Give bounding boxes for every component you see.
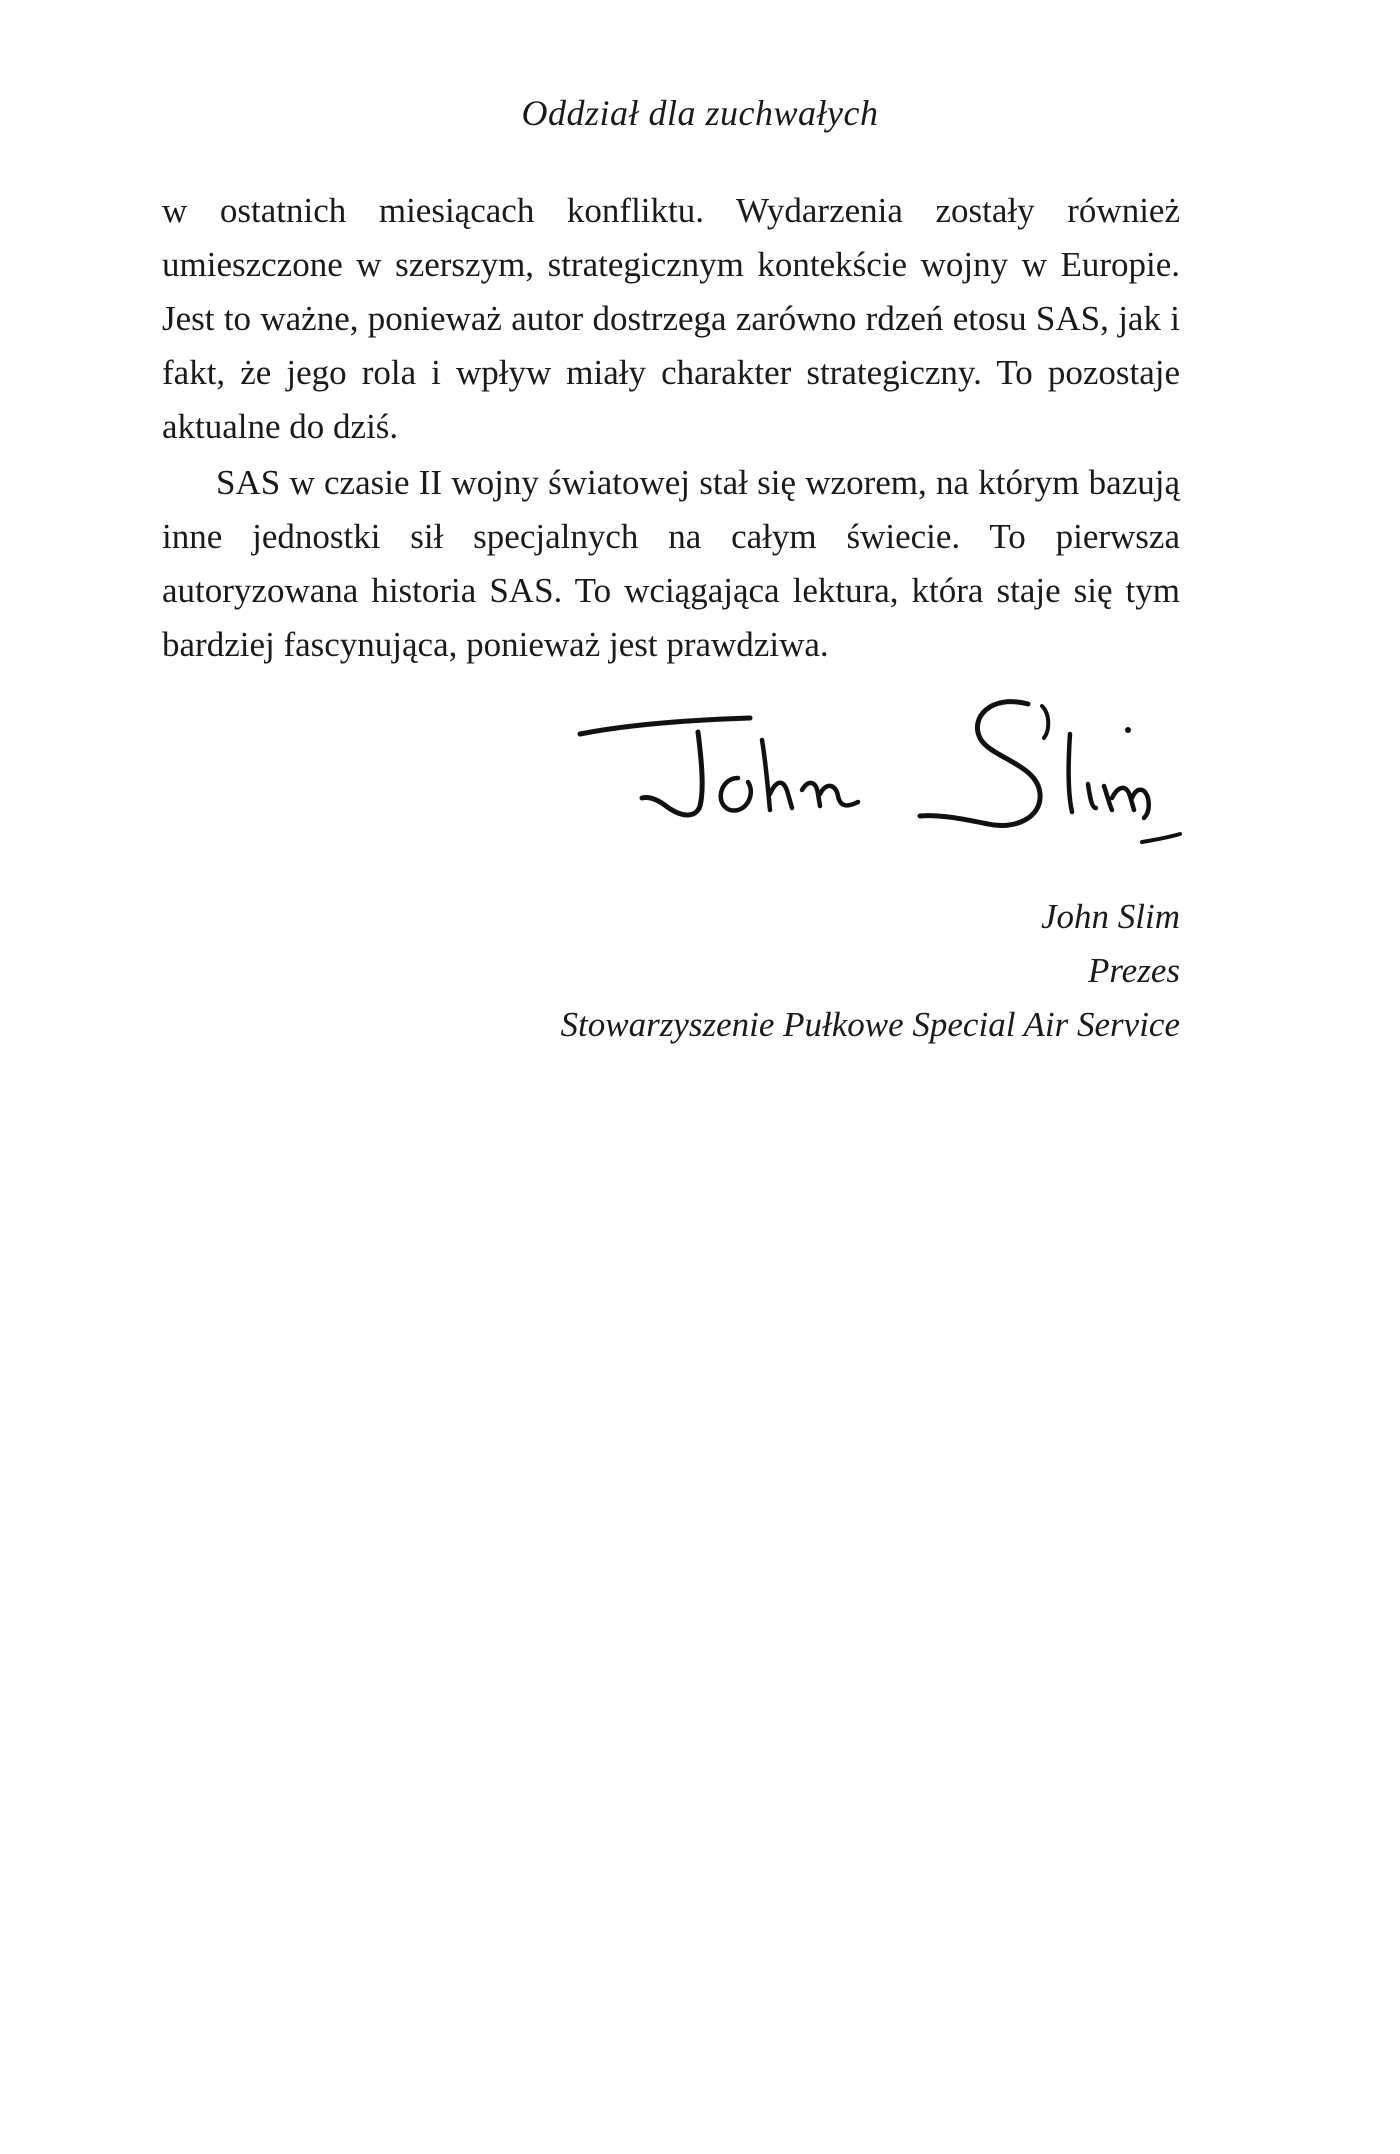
paragraph-1: w ostatnich miesiącach konfliktu. Wydarzenia zostały również umieszczone w szerszym, strategicznym kontekście wojny w Europie. Jest to ważne, ponieważ autor dostrzega zarówno rdzeń etosu SAS, jak i fakt, że jego rola i wpływ miały charakter strategiczny. To pozostaje aktualne do dziś. <box>162 191 1180 446</box>
signatory-role: Prezes <box>1087 951 1180 990</box>
paragraph-2: SAS w czasie II wojny światowej stał się wzorem, na którym bazują inne jednostki sił specjalnych na całym świecie. To pierwsza autoryzowana historia SAS. To wciągająca lektura, która staje się tym bardziej fascynująca, ponieważ jest prawdziwa. <box>162 463 1180 664</box>
handwritten-signature <box>570 694 1190 864</box>
signature-block <box>500 890 1180 1052</box>
running-head: Oddział dla zuchwałych <box>521 93 879 133</box>
body-text <box>162 184 1180 672</box>
signatory-organization: Stowarzyszenie Pułkowe Special Air Service <box>560 1005 1180 1044</box>
signatory-name: John Slim <box>1040 897 1180 936</box>
